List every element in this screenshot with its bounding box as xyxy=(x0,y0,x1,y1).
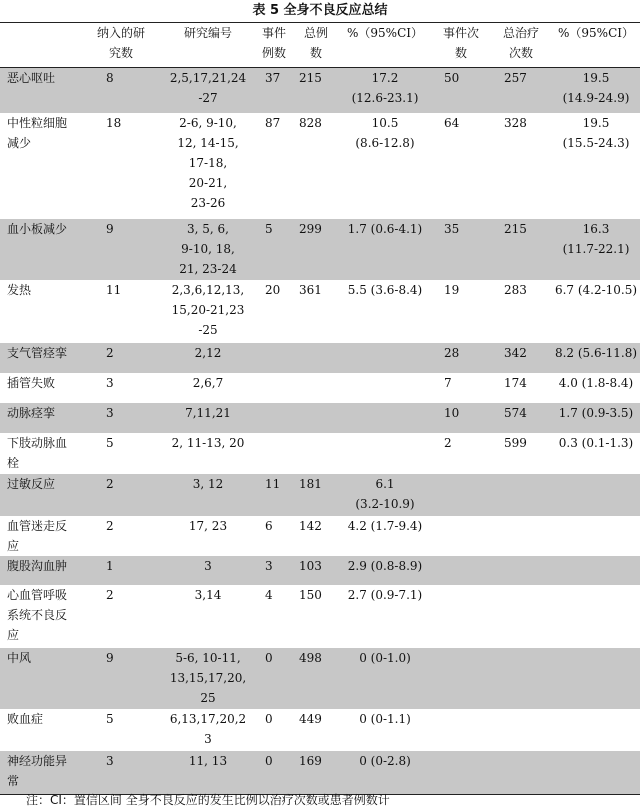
table-cell: 0 (0-1.1) xyxy=(359,711,411,726)
table-cell xyxy=(294,403,338,433)
table-row xyxy=(0,585,640,648)
table-cell xyxy=(490,709,552,751)
table-cell: 50 xyxy=(444,71,460,85)
column-header xyxy=(0,23,80,68)
reaction-name-cell: 心血管呼吸 系统不良反 应 xyxy=(7,587,68,642)
table-cell: 342 xyxy=(504,345,527,360)
table-cell: 8 xyxy=(106,71,114,85)
table-cell: 11, 13 xyxy=(188,753,228,768)
table-cell: 599 xyxy=(504,435,527,450)
column-header: 总例 数 xyxy=(303,26,328,60)
column-header: 纳入的研 究数 xyxy=(96,26,145,60)
table-cell xyxy=(490,474,552,516)
table-cell: 215 xyxy=(299,71,322,85)
table-cell: 5 xyxy=(106,435,114,450)
column-header: %（95%CI） xyxy=(347,26,423,40)
reaction-name-cell: 过敏反应 xyxy=(7,476,56,491)
adverse-reactions-table xyxy=(0,22,640,795)
table-cell: 2 xyxy=(106,587,114,602)
table-cell xyxy=(552,516,640,556)
table-cell: 9 xyxy=(106,221,114,236)
table-row xyxy=(0,343,640,373)
table-cell: 150 xyxy=(299,587,322,602)
table-cell: 10 xyxy=(444,405,460,420)
table-cell: 299 xyxy=(299,221,322,236)
table-cell xyxy=(432,474,490,516)
table-row xyxy=(0,373,640,403)
table-cell: 20 xyxy=(265,282,281,297)
reaction-name-cell: 动脉痉挛 xyxy=(7,405,56,420)
table-cell: 6.1 (3.2-10.9) xyxy=(355,476,415,511)
table-cell: 3 xyxy=(106,405,114,420)
table-cell: 17, 23 xyxy=(188,518,228,533)
table-cell: 574 xyxy=(504,405,527,420)
header-row xyxy=(0,23,640,68)
reaction-name-cell: 败血症 xyxy=(7,711,44,726)
table-cell: 28 xyxy=(444,345,460,360)
table-cell: 328 xyxy=(504,115,527,130)
table-title: 表 5 全身不良反应总结 xyxy=(252,3,388,18)
table-cell: 2 xyxy=(106,518,114,533)
table-cell: 1.7 (0.6-4.1) xyxy=(347,221,423,236)
table-note: 注：CI：置信区间 全身不良反应的发生比例以治疗次数或患者例数计 xyxy=(26,793,390,807)
table-cell xyxy=(254,433,294,474)
table-cell: 0 xyxy=(265,711,273,726)
table-cell: 828 xyxy=(299,115,322,130)
table-cell xyxy=(490,556,552,585)
reaction-name-cell: 腹股沟血肿 xyxy=(7,558,68,573)
table-cell: 3 xyxy=(265,558,273,573)
table-cell: 5 xyxy=(265,221,273,236)
column-header: 总治疗 次数 xyxy=(502,26,539,60)
table-cell: 2 xyxy=(106,345,114,360)
table-row xyxy=(0,474,640,516)
table-cell: 2,12 xyxy=(194,345,222,360)
table-cell: 17.2 (12.6-23.1) xyxy=(351,71,419,105)
table-cell xyxy=(432,556,490,585)
table-row xyxy=(0,648,640,709)
table-cell: 4.2 (1.7-9.4) xyxy=(347,518,423,533)
table-cell: 3 xyxy=(204,558,212,573)
table-cell: 2-6, 9-10, 12, 14-15, 17-18, 20-21, 23-26 xyxy=(177,115,239,210)
table-cell: 9 xyxy=(106,650,114,665)
table-cell xyxy=(552,751,640,795)
table-cell xyxy=(432,516,490,556)
table-cell xyxy=(490,585,552,648)
table-cell: 2, 11-13, 20 xyxy=(171,435,245,450)
table-cell xyxy=(432,751,490,795)
table-cell xyxy=(432,585,490,648)
table-cell: 3, 5, 6, 9-10, 18, 21, 23-24 xyxy=(179,221,237,276)
table-cell: 87 xyxy=(265,115,281,130)
table-row xyxy=(0,113,640,219)
table-cell: 5.5 (3.6-8.4) xyxy=(347,282,423,297)
table-cell xyxy=(254,373,294,403)
table-cell: 37 xyxy=(265,71,281,85)
table-cell: 11 xyxy=(265,476,281,491)
table-cell: 3, 12 xyxy=(192,476,224,491)
table-cell xyxy=(294,433,338,474)
table-cell: 2,5,17,21,24 -27 xyxy=(169,71,247,105)
column-header: 事件 例数 xyxy=(261,26,286,60)
table-cell: 6.7 (4.2-10.5) xyxy=(554,282,638,297)
table-cell xyxy=(254,403,294,433)
table-cell xyxy=(552,709,640,751)
table-cell: 449 xyxy=(299,711,322,726)
table-cell: 19.5 (15.5-24.3) xyxy=(562,115,630,150)
table-row xyxy=(0,403,640,433)
table-cell: 8.2 (5.6-11.8) xyxy=(554,345,638,360)
table-cell: 35 xyxy=(444,221,460,236)
reaction-name-cell: 中风 xyxy=(7,650,32,665)
table-cell xyxy=(294,373,338,403)
table-cell xyxy=(490,516,552,556)
table-cell: 7,11,21 xyxy=(185,405,231,420)
table-cell: 0 (0-2.8) xyxy=(359,753,411,768)
reaction-name-cell: 支气管痉挛 xyxy=(7,345,68,360)
table-cell: 181 xyxy=(299,476,322,491)
reaction-name-cell: 血小板减少 xyxy=(7,221,68,236)
table-cell: 283 xyxy=(504,282,527,297)
table-row xyxy=(0,516,640,556)
table-cell: 6,13,17,20,2 3 xyxy=(169,711,247,746)
table-cell: 64 xyxy=(444,115,460,130)
table-row xyxy=(0,68,640,113)
table-cell: 0 xyxy=(265,753,273,768)
table-cell xyxy=(432,709,490,751)
reaction-name-cell: 下肢动脉血 栓 xyxy=(7,435,68,470)
table-cell xyxy=(338,343,432,373)
table-cell xyxy=(338,433,432,474)
reaction-name-cell: 血管迷走反 应 xyxy=(7,518,68,553)
table-row xyxy=(0,433,640,474)
reaction-name-cell: 发热 xyxy=(7,282,32,297)
table-cell: 174 xyxy=(504,375,527,390)
table-cell: 1.7 (0.9-3.5) xyxy=(558,405,634,420)
table-cell xyxy=(490,648,552,709)
table-cell: 2.7 (0.9-7.1) xyxy=(347,587,423,602)
table-cell: 3 xyxy=(106,375,114,390)
table-cell: 10.5 (8.6-12.8) xyxy=(355,115,415,150)
table-cell xyxy=(338,373,432,403)
table-cell: 6 xyxy=(265,518,273,533)
table-cell: 361 xyxy=(299,282,322,297)
table-cell xyxy=(552,648,640,709)
table-cell: 4.0 (1.8-8.4) xyxy=(558,375,634,390)
table-cell xyxy=(552,474,640,516)
table-cell: 16.3 (11.7-22.1) xyxy=(562,221,630,256)
reaction-name-cell: 恶心呕吐 xyxy=(7,71,56,85)
table-cell: 2,6,7 xyxy=(192,375,224,390)
table-cell: 0.3 (0.1-1.3) xyxy=(558,435,634,450)
table-cell: 1 xyxy=(106,558,114,573)
table-cell xyxy=(432,648,490,709)
table-cell: 2,3,6,12,13, 15,20-21,23 -25 xyxy=(171,282,245,337)
reaction-name-cell: 神经功能异 常 xyxy=(7,753,68,788)
column-header: 研究编号 xyxy=(183,26,232,40)
table-cell xyxy=(552,556,640,585)
table-cell xyxy=(338,403,432,433)
table-cell: 5-6, 10-11, 13,15,17,20, 25 xyxy=(169,650,247,705)
table-cell: 0 xyxy=(265,650,273,665)
table-cell: 215 xyxy=(504,221,527,236)
table-row xyxy=(0,709,640,751)
table-cell: 498 xyxy=(299,650,322,665)
table-cell: 3 xyxy=(106,753,114,768)
table-cell xyxy=(490,751,552,795)
table-cell: 142 xyxy=(299,518,322,533)
table-cell: 103 xyxy=(299,558,322,573)
table-row xyxy=(0,556,640,585)
table-cell: 169 xyxy=(299,753,322,768)
table-cell: 19.5 (14.9-24.9) xyxy=(562,71,630,105)
table-cell: 2 xyxy=(444,435,452,450)
table-cell xyxy=(552,585,640,648)
table-cell: 0 (0-1.0) xyxy=(359,650,411,665)
table-cell: 2 xyxy=(106,476,114,491)
table-cell: 18 xyxy=(106,115,122,130)
reaction-name-cell: 中性粒细胞 减少 xyxy=(7,115,68,150)
table-cell xyxy=(254,343,294,373)
table-cell: 3,14 xyxy=(194,587,222,602)
table-row xyxy=(0,219,640,280)
table-row xyxy=(0,280,640,343)
table-cell: 2.9 (0.8-8.9) xyxy=(347,558,423,573)
column-header: 事件次 数 xyxy=(442,26,479,60)
table-cell: 5 xyxy=(106,711,114,726)
table-cell: 257 xyxy=(504,71,527,85)
table-cell xyxy=(294,343,338,373)
table-cell: 11 xyxy=(106,282,122,297)
column-header: %（95%CI） xyxy=(558,26,634,40)
reaction-name-cell: 插管失败 xyxy=(7,375,56,390)
table-cell: 19 xyxy=(444,282,460,297)
table-row xyxy=(0,751,640,795)
table-cell: 7 xyxy=(444,375,452,390)
table-cell: 4 xyxy=(265,587,273,602)
